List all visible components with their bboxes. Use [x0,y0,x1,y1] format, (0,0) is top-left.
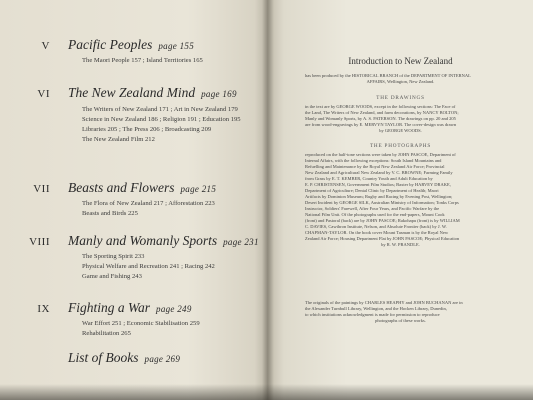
photo-line: Department of Agriculture; Dental Clinic by Department of Health; Maori [305,188,439,193]
drawings-line: are from wood-engravings by E. MERVYN TAYLOR. The cover-design was drawn [305,122,457,127]
photo-line: E. P. CHRISTENSEN, Government Film Studios; Baxter by HARVEY DRAKE, [305,182,451,187]
toc-title-text: Pacific Peoples [68,37,153,52]
toc-subline: Rehabilitation 265 [82,330,131,337]
photo-line: by R. W. PRANDLE. [381,242,420,247]
toc-subline: Libraries 205 ; The Press 206 ; Broadcasting 209 [82,126,212,133]
page-title: Introduction to New Zealand [348,56,453,66]
photo-line: New Zealand and Agricultural New Zealand by V. C. BROWNE; Farming Family [305,170,453,175]
intro-line: AFFAIRS, Wellington, New Zealand. [366,79,435,84]
closing-line: the Alexander Turnbull Library, Wellington, and the Hocken Library, Dunedin, [305,306,447,311]
toc-numeral: VI [37,88,50,100]
toc-numeral: VIII [29,236,50,248]
drawings-line: by GEORGE WOODS. [379,128,422,133]
photo-line: Desert Incident by GEORGE SILK, Australian Ministry of Information; Tonks Corps [305,200,459,205]
toc-title [68,85,237,101]
photo-line: National Film Unit. Of the photographs used for the end-papers, Mount Cook [305,212,445,217]
toc-page: page 155 [158,41,194,51]
drawings-heading: THE DRAWINGS [376,95,425,101]
toc-title [68,300,192,316]
drawings-line: Manly and Womanly Sports, by A. S. PATERSON. The drawings on pp. 20 and 205 [305,116,456,121]
toc-subline: Beasts and Birds 225 [82,210,138,217]
toc-title-text: Manly and Womanly Sports [68,233,218,248]
toc-page: page 249 [156,304,192,314]
toc-numeral: IX [37,303,50,315]
toc-title-text: Fighting a War [68,300,151,315]
photo-line: Internal Affairs, with the following exceptions: South Island Mountains and [305,158,442,163]
toc-title-text: The New Zealand Mind [68,85,196,100]
toc-title [68,37,194,53]
toc-title-text: Beasts and Flowers [68,180,175,195]
toc-subline: Science in New Zealand 186 ; Religion 191 ; Education 195 [82,116,241,123]
photo-line: reproduced on the half-tone sections were taken by JOHN PASCOE, Department of [305,152,456,157]
toc-title-text: List of Books [68,350,139,365]
toc-page: page 269 [144,354,181,364]
toc-subline: War Effort 251 ; Economic Stabilisation 259 [82,320,200,327]
toc-page: page 169 [201,89,237,99]
toc-subline: The Flora of New Zealand 217 ; Afforestation 223 [82,200,215,207]
toc-subline: The New Zealand Film 212 [82,136,155,143]
photo-line: Instructor, Soldiers' Farewell, After Four Years, and Pacific Warfare by the [305,206,440,211]
bottom-shadow [0,384,533,400]
closing-line: to which institutions acknowledgment is made for permission to reproduce [305,312,440,317]
drawings-line: in the text are by GEORGE WOODS, except in the following sections: The Face of [305,104,456,109]
toc-title [68,350,180,366]
photo-line: Zealand Air Force; Housing Department Flat by JOHN PASCOE; Physical Education [305,236,460,241]
toc-numeral: V [41,40,50,52]
toc-title [68,180,216,196]
drawings-line: the Land, The Writers of New Zealand, and farm decorations, by NANCY BOLTON; [305,110,459,115]
toc-page: page 231 [223,237,259,247]
toc-subline: Physical Welfare and Recreation 241 ; Racing 242 [82,263,215,270]
photo-line: Refuelling and Maintenance by the Royal New Zealand Air Force; Provincial [305,164,445,169]
intro-line: has been produced by the HISTORICAL BRANCH of the DEPARTMENT OF INTERNAL [305,73,471,78]
closing-line: photographs of these works. [375,318,426,323]
photo-line: C. DAVIES, Cawthron Institute, Nelson, and Absolute Frontier (back) by J. W. [305,224,447,229]
toc-page: page 215 [180,184,217,194]
closing-line: The originals of the paintings by CHARLES HEAPHY and JOHN BUCHANAN are in [305,300,463,305]
toc-subline: The Sporting Spirit 233 [82,253,145,260]
toc-numeral: VII [33,183,50,195]
photo-line: Artifacts by Dominion Museum; Rugby and Racing by Evening Post, Wellington; [305,194,453,199]
photographs-heading: THE PHOTOGRAPHS [369,143,432,149]
photo-line: from Grass by E. T. KEMBER, Country Youth and Adult Education by [305,176,433,181]
photo-line: (front) and Pastoral (back) are by JOHN PASCOE; Rakohapu (front) is by WILLIAM [305,218,460,223]
photo-line: CHAPMAN-TAYLOR. On the book cover Mount Tasman is by the Royal New [305,230,449,235]
toc-title [68,233,259,249]
toc-subline: Game and Fishing 243 [82,273,142,280]
toc-subline: The Maori People 157 ; Island Territories 165 [82,57,203,64]
toc-subline: The Writers of New Zealand 171 ; Art in New Zealand 179 [82,106,238,113]
